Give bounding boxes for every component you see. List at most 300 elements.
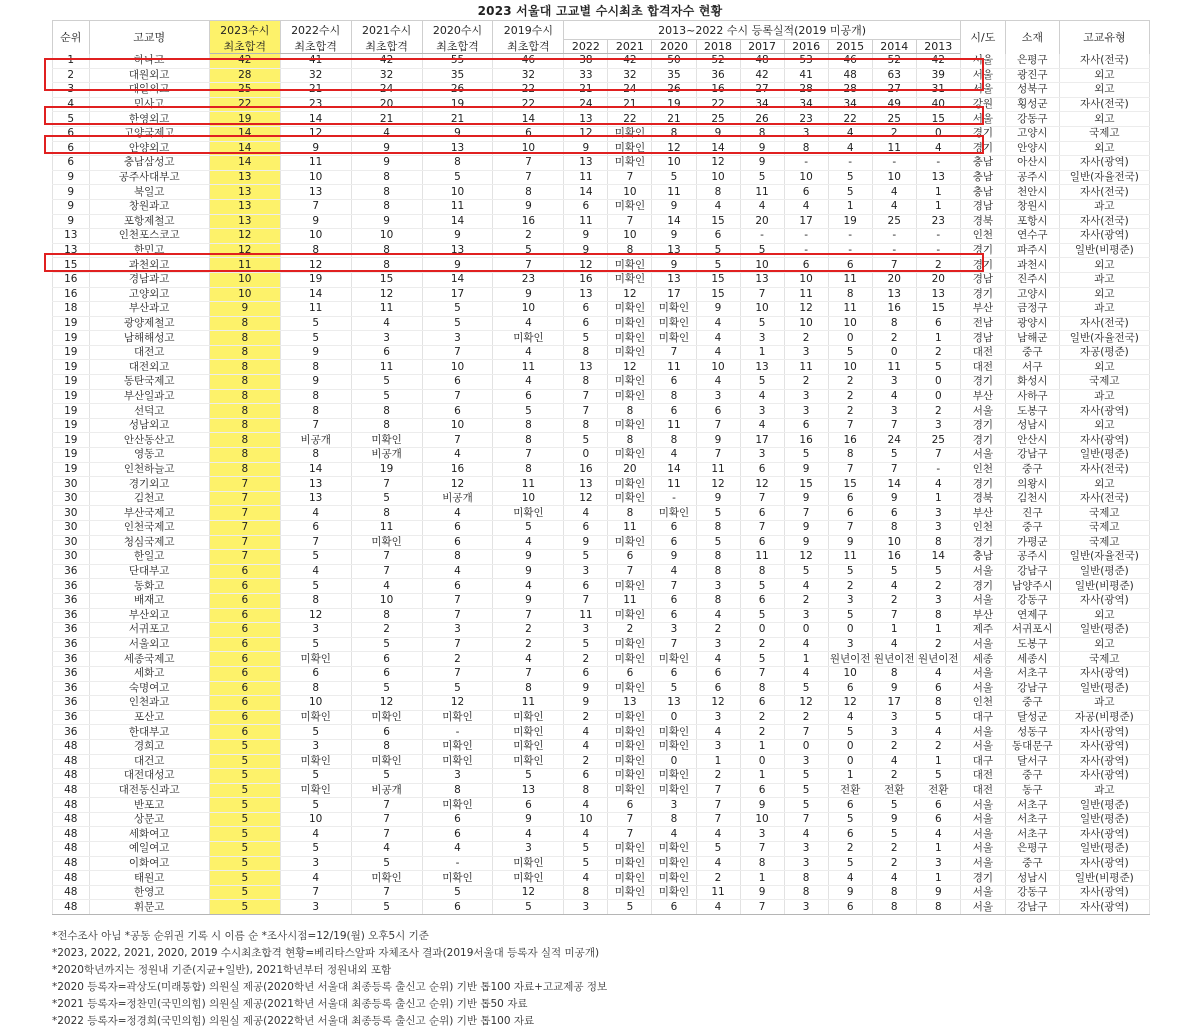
reg-2016-cell: 8 [784,885,828,900]
reg-2022-cell: 13 [564,156,608,171]
reg-2018-cell: 4 [696,316,740,331]
reg-2014-cell: 11 [872,141,916,156]
count-2023-cell: 8 [209,404,280,419]
rank-cell: 48 [53,769,90,784]
count-2019-cell: 8 [493,462,564,477]
location-cell: 화성시 [1005,375,1059,390]
count-2020-cell: 17 [422,287,493,302]
reg-2013-cell: 5 [916,769,960,784]
school-type-cell: 과고 [1059,272,1149,287]
school-type-cell: 자사(광역) [1059,827,1149,842]
reg-2020-cell: 5 [652,170,696,185]
reg-2022-cell: 8 [564,345,608,360]
count-2023-cell: 19 [209,112,280,127]
reg-2016-cell: 10 [784,316,828,331]
reg-2013-cell: 9 [916,885,960,900]
school-type-cell: 자사(전국) [1059,462,1149,477]
reg-2016-cell: 7 [784,812,828,827]
count-2019-cell: 32 [493,68,564,83]
school-type-cell: 외고 [1059,258,1149,273]
table-row [53,725,1150,740]
table-row [53,521,1150,536]
reg-2020-cell: 14 [652,462,696,477]
reg-2021-cell: 미확인 [608,302,652,317]
count-2021-cell: 21 [351,112,422,127]
count-2021-cell: 7 [351,477,422,492]
reg-2018-cell: 16 [696,83,740,98]
count-2019-cell: 5 [493,404,564,419]
reg-2022-cell: 12 [564,258,608,273]
reg-2020-cell: 35 [652,68,696,83]
reg-2015-cell: 5 [828,608,872,623]
school-name-cell: 대원외고 [89,68,209,83]
table-row [53,199,1150,214]
reg-2017-cell: 5 [740,170,784,185]
rank-cell: 9 [53,170,90,185]
rank-cell: 9 [53,214,90,229]
school-name-cell: 대전동신과고 [89,783,209,798]
admissions-table-container [52,20,1150,915]
region-cell: 제주 [960,623,1005,638]
reg-2018-cell: 8 [696,185,740,200]
count-2022-cell: 3 [280,739,351,754]
reg-2016-cell: 3 [784,345,828,360]
reg-2014-cell: 52 [872,54,916,69]
reg-2013-cell: 전환 [916,783,960,798]
count-2022-cell: 5 [280,798,351,813]
count-2020-cell: 5 [422,302,493,317]
reg-2018-cell: 2 [696,769,740,784]
location-cell: 진주시 [1005,272,1059,287]
reg-2014-cell: 8 [872,666,916,681]
count-2019-cell: 6 [493,389,564,404]
region-cell: 경기 [960,535,1005,550]
count-2020-cell: 12 [422,696,493,711]
reg-2020-cell: 19 [652,97,696,112]
reg-2018-cell: 9 [696,433,740,448]
location-cell: 안산시 [1005,433,1059,448]
reg-2013-cell: 15 [916,112,960,127]
reg-2017-cell: 1 [740,345,784,360]
reg-2022-cell: 5 [564,637,608,652]
reg-2013-cell: 1 [916,871,960,886]
region-cell: 서울 [960,900,1005,915]
reg-2015-cell: 6 [828,681,872,696]
table-row [53,112,1150,127]
reg-2017-cell: 10 [740,812,784,827]
count-2022-cell: 7 [280,885,351,900]
reg-2021-cell: 미확인 [608,739,652,754]
count-2022-cell: 5 [280,842,351,857]
school-name-cell: 경기외고 [89,477,209,492]
reg-2016-cell: 4 [784,637,828,652]
reg-2016-cell: 4 [784,827,828,842]
header-year-2020: 2020 [652,40,696,54]
count-2019-cell: 9 [493,593,564,608]
reg-2020-cell: 미확인 [652,856,696,871]
reg-2020-cell: 7 [652,579,696,594]
reg-2020-cell: 9 [652,550,696,565]
region-cell: 경기 [960,433,1005,448]
reg-2014-cell: 2 [872,769,916,784]
count-2023-cell: 6 [209,652,280,667]
reg-2022-cell: 16 [564,272,608,287]
reg-2016-cell: 3 [784,856,828,871]
location-cell: 달성군 [1005,710,1059,725]
reg-2017-cell: 8 [740,681,784,696]
reg-2020-cell: 8 [652,433,696,448]
region-cell: 서울 [960,593,1005,608]
rank-cell: 36 [53,564,90,579]
count-2023-cell: 8 [209,360,280,375]
reg-2016-cell: 16 [784,433,828,448]
count-2023-cell: 5 [209,842,280,857]
count-2020-cell: 7 [422,637,493,652]
reg-2021-cell: 미확인 [608,199,652,214]
reg-2016-cell: 4 [784,666,828,681]
count-2019-cell: 4 [493,535,564,550]
school-name-cell: 인천포스코고 [89,229,209,244]
count-2020-cell: 6 [422,375,493,390]
count-2021-cell: 32 [351,68,422,83]
school-name-cell: 한영고 [89,885,209,900]
reg-2014-cell: 3 [872,404,916,419]
location-cell: 서초구 [1005,827,1059,842]
table-row [53,842,1150,857]
reg-2013-cell: 1 [916,491,960,506]
reg-2021-cell: 미확인 [608,783,652,798]
count-2022-cell: 9 [280,141,351,156]
region-cell: 부산 [960,608,1005,623]
reg-2017-cell: 4 [740,199,784,214]
table-row [53,535,1150,550]
location-cell: 성북구 [1005,83,1059,98]
count-2023-cell: 6 [209,623,280,638]
header-2022-line1: 2022수시 [280,21,351,40]
region-cell: 경남 [960,272,1005,287]
reg-2020-cell: 미확인 [652,506,696,521]
count-2022-cell: 3 [280,856,351,871]
reg-2014-cell: 원년이전 [873,652,915,665]
reg-2020-cell: 13 [652,243,696,258]
school-type-cell: 일반(자율전국) [1059,550,1149,565]
reg-2015-cell: 5 [828,170,872,185]
region-cell: 경기 [960,579,1005,594]
count-2023-cell: 5 [209,871,280,886]
reg-2018-cell: 4 [696,331,740,346]
count-2023-cell: 7 [209,521,280,536]
reg-2017-cell: 9 [740,798,784,813]
school-type-cell: 외고 [1059,287,1149,302]
count-2020-cell: 8 [422,550,493,565]
reg-2015-cell: 9 [828,885,872,900]
location-cell: 파주시 [1005,243,1059,258]
count-2021-cell: 19 [351,462,422,477]
reg-2021-cell: 미확인 [608,871,652,886]
school-type-cell: 국제고 [1059,521,1149,536]
table-row [53,769,1150,784]
reg-2021-cell: 22 [608,112,652,127]
school-name-cell: 하나고 [89,54,209,69]
school-name-cell: 배재고 [89,593,209,608]
count-2021-cell: 5 [351,856,422,871]
reg-2020-cell: 6 [652,521,696,536]
reg-2015-cell: 원년이전 [829,652,871,665]
reg-2022-cell: 13 [564,287,608,302]
region-cell: 서울 [960,83,1005,98]
reg-2017-cell: 0 [740,623,784,638]
school-type-cell: 일반(비평준) [1059,243,1149,258]
reg-2016-cell: 5 [784,448,828,463]
school-type-cell: 자사(광역) [1059,666,1149,681]
footnote: *2022 등록자=정경희(국민의힘) 의원실 제공(2022학년 서울대 최종등록 출신고 순위) 기반 톱100 자료 [52,1015,535,1027]
rank-cell: 48 [53,900,90,915]
school-type-cell: 외고 [1059,83,1149,98]
reg-2022-cell: 10 [564,812,608,827]
header-year-2017: 2017 [740,40,784,54]
reg-2015-cell: 16 [828,433,872,448]
reg-2020-cell: 50 [652,54,696,69]
count-2019-cell: 미확인 [493,739,564,754]
reg-2018-cell: 4 [696,199,740,214]
reg-2013-cell: 2 [916,404,960,419]
location-cell: 고양시 [1005,126,1059,141]
footnote: *2021 등록자=정찬민(국민의힘) 의원실 제공(2021학년 서울대 최종등록 출신고 순위) 기반 톱50 자료 [52,998,528,1010]
school-type-cell: 외고 [1059,360,1149,375]
reg-2014-cell: 14 [872,477,916,492]
reg-2022-cell: 3 [564,564,608,579]
reg-2021-cell: 미확인 [608,885,652,900]
region-cell: 서울 [960,448,1005,463]
reg-2017-cell: 2 [740,710,784,725]
rank-cell: 36 [53,681,90,696]
count-2022-cell: 13 [280,477,351,492]
reg-2014-cell: 1 [872,623,916,638]
school-type-cell: 자사(광역) [1059,754,1149,769]
region-cell: 서울 [960,885,1005,900]
school-type-cell: 과고 [1059,199,1149,214]
reg-2022-cell: 11 [564,214,608,229]
school-type-cell: 과고 [1059,302,1149,317]
school-name-cell: 김천고 [89,491,209,506]
reg-2017-cell: 8 [740,126,784,141]
school-name-cell: 한영외고 [89,112,209,127]
count-2023-cell: 13 [209,214,280,229]
count-2020-cell: 미확인 [422,754,493,769]
reg-2014-cell: 4 [872,754,916,769]
count-2019-cell: 4 [493,316,564,331]
reg-2021-cell: 미확인 [608,769,652,784]
school-type-cell: 외고 [1059,477,1149,492]
reg-2015-cell: 8 [828,448,872,463]
reg-2016-cell: 3 [784,608,828,623]
reg-2013-cell: 6 [916,316,960,331]
reg-2018-cell: 6 [696,666,740,681]
count-2021-cell: 5 [351,375,422,390]
reg-2014-cell: 전환 [872,783,916,798]
footnote: *2023, 2022, 2021, 2020, 2019 수시최초합격 현황=베리타스알파 자체조사 결과(2019서울대 등록자 실적 미공개) [52,947,600,959]
count-2021-cell: 12 [351,696,422,711]
reg-2018-cell: 10 [696,170,740,185]
school-type-cell: 일반(자율전국) [1059,170,1149,185]
reg-2014-cell: 17 [872,696,916,711]
location-cell: 아산시 [1005,156,1059,171]
reg-2015-cell: 0 [828,331,872,346]
reg-2017-cell: 3 [740,404,784,419]
count-2020-cell: 9 [422,126,493,141]
school-type-cell: 외고 [1059,112,1149,127]
count-2021-cell: 2 [351,623,422,638]
reg-2014-cell: 25 [872,112,916,127]
table-row [53,491,1150,506]
count-2021-cell: 20 [351,97,422,112]
count-2021-cell: 8 [351,608,422,623]
school-name-cell: 한대부고 [89,725,209,740]
table-row [53,754,1150,769]
table-row [53,126,1150,141]
region-cell: 서울 [960,856,1005,871]
reg-2018-cell: 8 [696,593,740,608]
count-2020-cell: 26 [422,83,493,98]
region-cell: 서울 [960,812,1005,827]
count-2022-cell: 21 [280,83,351,98]
count-2021-cell: 11 [351,302,422,317]
reg-2021-cell: 미확인 [608,681,652,696]
reg-2014-cell: 8 [872,316,916,331]
rank-cell: 36 [53,593,90,608]
school-name-cell: 이화여고 [89,856,209,871]
count-2022-cell: 5 [280,769,351,784]
school-name-cell: 대전대성고 [89,769,209,784]
reg-2022-cell: 6 [564,521,608,536]
count-2023-cell: 10 [209,287,280,302]
count-2021-cell: 미확인 [351,871,422,886]
reg-2014-cell: 8 [872,885,916,900]
table-row [53,462,1150,477]
reg-2017-cell: 5 [740,608,784,623]
reg-2017-cell: 8 [740,856,784,871]
reg-2016-cell: 28 [784,83,828,98]
location-cell: 포항시 [1005,214,1059,229]
school-type-cell: 일반(평준) [1059,623,1149,638]
reg-2021-cell: 12 [608,360,652,375]
reg-2014-cell: 8 [872,521,916,536]
reg-2020-cell: 3 [652,623,696,638]
reg-2016-cell: 10 [784,170,828,185]
reg-2016-cell: 34 [784,97,828,112]
reg-2013-cell: 2 [916,579,960,594]
reg-2013-cell: 2 [916,739,960,754]
location-cell: 서초구 [1005,798,1059,813]
region-cell: 서울 [960,739,1005,754]
count-2022-cell: 9 [280,214,351,229]
table-row [53,97,1150,112]
count-2019-cell: 4 [493,652,564,667]
reg-2013-cell: 0 [916,126,960,141]
count-2019-cell: 미확인 [493,710,564,725]
reg-2022-cell: 11 [564,170,608,185]
school-name-cell: 서귀포고 [89,623,209,638]
school-name-cell: 공주사대부고 [89,170,209,185]
school-type-cell: 국제고 [1059,126,1149,141]
reg-2017-cell: 13 [740,272,784,287]
header-year-2022: 2022 [564,40,608,54]
count-2021-cell: 비공개 [351,448,422,463]
region-cell: 인천 [960,462,1005,477]
count-2023-cell: 9 [209,302,280,317]
table-row [53,681,1150,696]
count-2022-cell: 5 [280,725,351,740]
school-type-cell: 자사(광역) [1059,593,1149,608]
school-name-cell: 광양제철고 [89,316,209,331]
reg-2017-cell: 9 [740,141,784,156]
rank-cell: 16 [53,272,90,287]
reg-2013-cell: 42 [916,54,960,69]
reg-2021-cell: 미확인 [608,608,652,623]
rank-cell: 36 [53,637,90,652]
reg-2014-cell: 0 [872,345,916,360]
school-name-cell: 세화여고 [89,827,209,842]
count-2022-cell: 12 [280,126,351,141]
rank-cell: 36 [53,652,90,667]
count-2020-cell: 6 [422,827,493,842]
count-2019-cell: 6 [493,798,564,813]
reg-2022-cell: 4 [564,827,608,842]
reg-2017-cell: 6 [740,593,784,608]
region-cell: 충남 [960,156,1005,171]
footnotes [52,928,1152,1030]
count-2023-cell: 13 [209,170,280,185]
count-2021-cell: 5 [351,681,422,696]
reg-2020-cell: 4 [652,827,696,842]
school-type-cell: 과고 [1059,696,1149,711]
count-2023-cell: 22 [209,97,280,112]
reg-2018-cell: 4 [696,345,740,360]
reg-2014-cell: 9 [872,812,916,827]
reg-2015-cell: 6 [828,827,872,842]
location-cell: 강남구 [1005,448,1059,463]
reg-2021-cell: 6 [608,666,652,681]
reg-2021-cell: 7 [608,812,652,827]
reg-2020-cell: 미확인 [652,725,696,740]
school-name-cell: 한일고 [89,550,209,565]
reg-2014-cell: 7 [872,418,916,433]
count-2023-cell: 12 [209,229,280,244]
reg-2014-cell: 10 [872,170,916,185]
reg-2018-cell: 7 [696,812,740,827]
reg-2013-cell: 6 [916,798,960,813]
count-2023-cell: 8 [209,418,280,433]
reg-2015-cell: 19 [828,214,872,229]
reg-2017-cell: 5 [740,579,784,594]
reg-2021-cell: 미확인 [608,491,652,506]
location-cell: 서초구 [1005,666,1059,681]
reg-2015-cell: 3 [828,637,872,652]
reg-2015-cell: 2 [828,842,872,857]
reg-2020-cell: 8 [652,389,696,404]
reg-2014-cell: 4 [872,389,916,404]
reg-2013-cell: 3 [916,856,960,871]
count-2021-cell: 7 [351,798,422,813]
location-cell: 중구 [1005,521,1059,536]
reg-2018-cell: 22 [696,97,740,112]
school-type-cell: 국제고 [1059,535,1149,550]
reg-2015-cell: 2 [828,404,872,419]
count-2020-cell: 비공개 [422,491,493,506]
table-row [53,710,1150,725]
rank-cell: 30 [53,535,90,550]
reg-2018-cell: 4 [696,900,740,915]
